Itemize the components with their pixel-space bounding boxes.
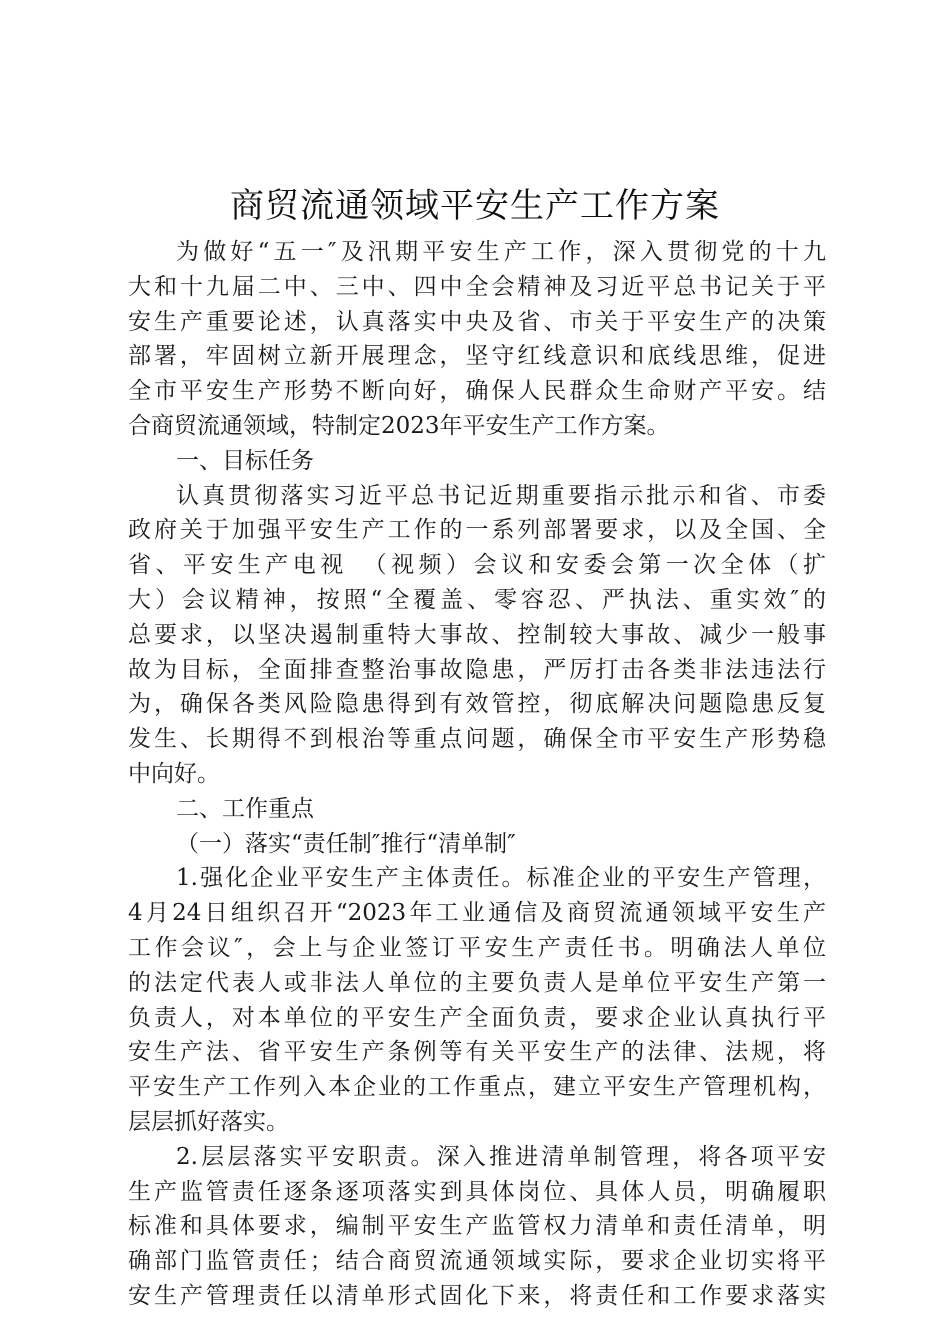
text-line: 工作会议″，会上与企业签订平安生产责任书。明确法人单位 (128, 934, 826, 961)
text-line: 大）会议精神，按照“全覆盖、零容忍、严执法、重实效″的 (128, 586, 826, 613)
text-line: 确部门监管责任；结合商贸流通领域实际，要求企业切实将平 (128, 1248, 826, 1275)
text-line: 层层抓好落实。 (128, 1108, 289, 1135)
text-line: 中向好。 (128, 760, 220, 787)
text-line: 二、工作重点 (176, 795, 314, 822)
text-line: （一）落实“责任制″推行“清单制″ (176, 830, 516, 857)
text-line: 部署，牢固树立新开展理念，坚守红线意识和底线思维，促进 (128, 343, 826, 370)
document-body (128, 235, 826, 1314)
text-line: 认真贯彻落实习近平总书记近期重要指示批示和省、市委 (176, 482, 826, 509)
document-title: 商贸流通领域平安生产工作方案 (230, 186, 720, 226)
text-line: 安生产法、省平安生产条例等有关平安生产的法律、法规，将 (128, 1039, 826, 1066)
text-line: 总要求，以坚决遏制重特大事故、控制较大事故、减少一般事 (128, 621, 826, 648)
text-line: 发生、长期得不到根治等重点问题，确保全市平安生产形势稳 (128, 726, 826, 753)
text-line: 大和十九届二中、三中、四中全会精神及习近平总书记关于平 (128, 273, 826, 300)
text-line: 平安生产工作列入本企业的工作重点，建立平安生产管理机构， (128, 1074, 826, 1101)
text-line: 4月24日组织召开“2023年工业通信及商贸流通领域平安生产 (128, 900, 826, 927)
text-line: 2.层层落实平安职责。深入推进清单制管理，将各项平安 (176, 1143, 826, 1170)
text-line: 生产监管责任逐条逐项落实到具体岗位、具体人员，明确履职 (128, 1178, 826, 1205)
text-line: 负责人，对本单位的平安生产全面负责，要求企业认真执行平 (128, 1004, 826, 1031)
text-line: 为做好“五一″及汛期平安生产工作，深入贯彻党的十九 (176, 239, 826, 265)
text-line: 故为目标，全面排查整治事故隐患，严厉打击各类非法违法行 (128, 656, 826, 683)
text-line: 为，确保各类风险隐患得到有效管控，彻底解决问题隐患反复 (128, 691, 826, 718)
text-line: 安生产重要论述，认真落实中央及省、市关于平安生产的决策 (128, 308, 826, 335)
text-line: 标准和具体要求，编制平安生产监管权力清单和责任清单，明 (128, 1213, 826, 1240)
text-line: 一、目标任务 (176, 447, 314, 474)
text-line: 1.强化企业平安生产主体责任。标准企业的平安生产管理， (176, 865, 826, 892)
text-line: 合商贸流通领域，特制定2023年平安生产工作方案。 (128, 412, 670, 439)
text-line: 安生产管理责任以清单形式固化下来，将责任和工作要求落实 (128, 1282, 826, 1309)
text-line: 的法定代表人或非法人单位的主要负责人是单位平安生产第一 (128, 969, 826, 996)
text-line: 全市平安生产形势不断向好，确保人民群众生命财产平安。结 (128, 378, 826, 405)
text-line: 省、平安生产电视 （视频）会议和安委会第一次全体（扩 (128, 552, 826, 579)
text-line: 政府关于加强平安生产工作的一系列部署要求，以及全国、全 (128, 517, 826, 544)
